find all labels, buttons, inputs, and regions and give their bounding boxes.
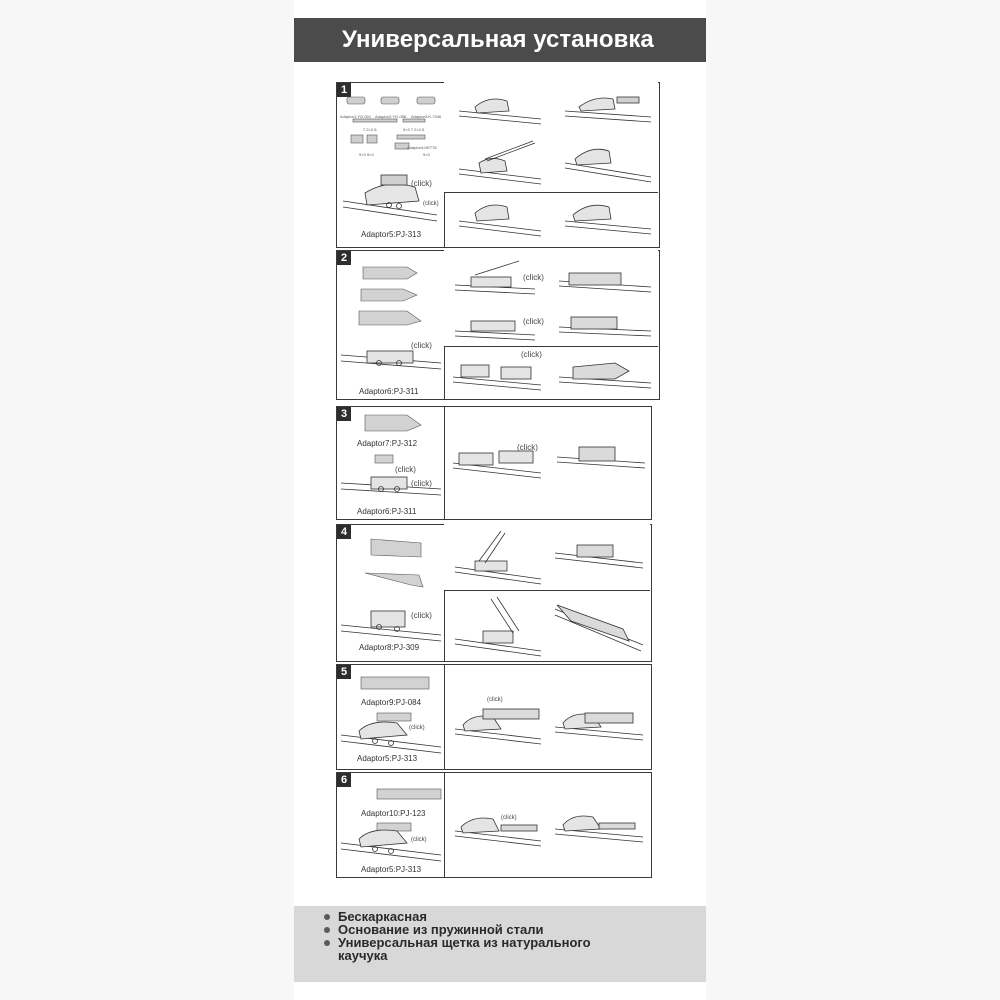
- click-label: (click): [517, 443, 538, 452]
- step-1-instructions-panel: [444, 82, 660, 248]
- step-number: 4: [337, 525, 351, 539]
- step-5-instructions-panel: [444, 664, 652, 770]
- click-label: (click): [487, 697, 503, 703]
- step-2-adapters-illustration: [337, 251, 445, 399]
- step-number: 6: [337, 773, 351, 787]
- step-5-installation-illustration: [445, 665, 651, 769]
- adapter-3-label: Adaptor3:K-7046: [411, 114, 442, 119]
- step-2-installation-illustration: [445, 251, 659, 399]
- click-label: (click): [411, 341, 432, 350]
- step-4-adapters-illustration: [337, 525, 445, 661]
- step-3-adapter-panel: [336, 406, 446, 520]
- step-3-installation-illustration: [445, 407, 651, 519]
- click-label: (click): [395, 465, 416, 474]
- bullet: [324, 940, 330, 946]
- step-1-installation-illustration: [445, 83, 659, 247]
- adapter-label: Adaptor6:PJ-311: [357, 507, 417, 516]
- feature-item: Бескаркасная: [338, 909, 427, 924]
- adapter-4-label: Adaptor4:HE778: [407, 145, 437, 150]
- step-4-instructions-panel: [444, 524, 652, 662]
- step-2-adapter-panel: [336, 250, 446, 400]
- feature-item: Основание из пружинной стали: [338, 922, 544, 937]
- adapter-label: Adaptor5:PJ-313: [357, 754, 418, 763]
- adapter-label: Adaptor5:PJ-313: [361, 865, 422, 874]
- step-number: 5: [337, 665, 351, 679]
- step-2-instructions-panel: [444, 250, 660, 400]
- size-label: 9×3 9×4: [359, 152, 374, 157]
- step-3-adapters-illustration: [337, 407, 445, 519]
- click-label: (click): [523, 273, 544, 282]
- click-label: (click): [501, 815, 517, 821]
- click-label: (click): [523, 317, 544, 326]
- feature-item-continuation: каучука: [338, 948, 388, 963]
- adapter-label: Adaptor8:PJ-309: [359, 643, 420, 652]
- click-label: (click): [411, 479, 432, 488]
- step-4-installation-illustration: [445, 525, 651, 661]
- size-label: 9×3 7.2×2.5: [403, 127, 425, 132]
- step-6-adapters-illustration: [337, 773, 445, 877]
- step-1-adapters-illustration: [337, 83, 445, 247]
- adapter-1-label: Adaptor1:YG-001: [340, 114, 372, 119]
- adapter-label: Adaptor10:PJ-123: [361, 809, 426, 818]
- step-number: 2: [337, 251, 351, 265]
- click-label: (click): [423, 201, 439, 207]
- header-band: [294, 18, 706, 62]
- features-band: [294, 906, 706, 982]
- step-4-adapter-panel: [336, 524, 446, 662]
- step-3-instructions-panel: [444, 406, 652, 520]
- click-label: (click): [521, 350, 542, 359]
- step-6-adapter-panel: [336, 772, 446, 878]
- adapter-2-label: Adaptor2:YG-086: [375, 114, 407, 119]
- size-label: 9×3: [423, 152, 430, 157]
- click-label: (click): [409, 725, 425, 731]
- step-number: 3: [337, 407, 351, 421]
- adapter-label: Adaptor9:PJ-084: [361, 698, 422, 707]
- adapter-label: Adaptor5:PJ-313: [361, 230, 422, 239]
- background-right: [706, 0, 1000, 1000]
- step-5-adapter-panel: [336, 664, 446, 770]
- feature-item: Универсальная щетка из натурального: [338, 935, 591, 950]
- size-label: 7.2×2.5: [363, 127, 377, 132]
- step-6-instructions-panel: [444, 772, 652, 878]
- bullet: [324, 914, 330, 920]
- click-label: (click): [411, 837, 427, 843]
- background-left: [0, 0, 294, 1000]
- click-label: (click): [411, 611, 432, 620]
- step-6-installation-illustration: [445, 773, 651, 877]
- click-label: (click): [411, 179, 432, 188]
- step-1-adapter-panel: [336, 82, 446, 248]
- bullet: [324, 927, 330, 933]
- page-title: Универсальная установка: [342, 26, 654, 53]
- instruction-sheet: [294, 0, 706, 1000]
- adapter-label: Adaptor7:PJ-312: [357, 439, 418, 448]
- adapter-label: Adaptor6:PJ-311: [359, 387, 419, 396]
- step-number: 1: [337, 83, 351, 97]
